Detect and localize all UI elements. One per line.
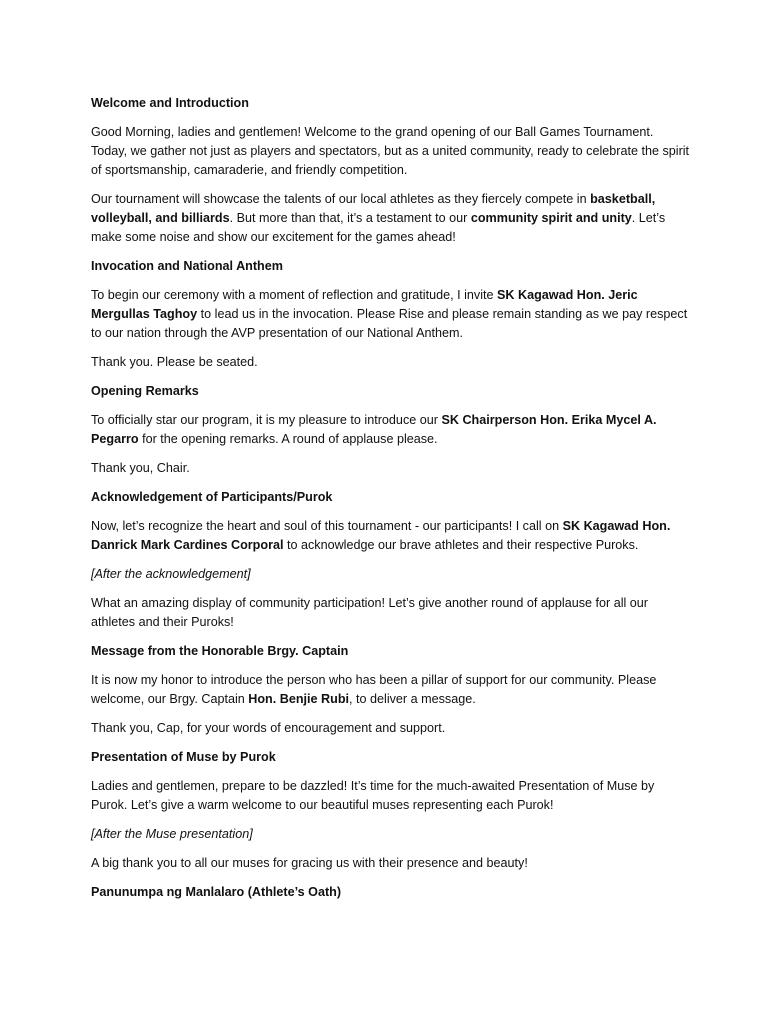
text-run: Good Morning, ladies and gentlemen! Welcome to the grand opening of our Ball Games Tournament. Today, we gather not just as players and spectators, but as a united community, ready to celebrate the spirit of sportsmanship, camaraderie, and friendly competition. (91, 125, 690, 177)
stage-direction (91, 565, 691, 584)
text-run: Thank you, Chair. (91, 461, 190, 475)
bold-text: basketball, volleyball, and billiards (91, 192, 656, 225)
text-run: A big thank you to all our muses for gracing us with their presence and beauty! (91, 856, 528, 870)
text-run: . Let’s make some noise and show our excitement for the games ahead! (91, 211, 666, 244)
section-heading: Presentation of Muse by Purok (91, 750, 276, 764)
text-run: Thank you, Cap, for your words of encouragement and support. (91, 721, 446, 735)
paragraph (91, 286, 691, 343)
paragraph (91, 719, 691, 738)
text-run: Ladies and gentlemen, prepare to be dazzled! It’s time for the much-awaited Presentation of Muse by Purok. Let’s give a warm welcome to our beautiful muses representing each Purok! (91, 779, 655, 812)
document-page (91, 94, 691, 912)
section-heading: Invocation and National Anthem (91, 259, 283, 273)
text-run: for the opening remarks. A round of applause please. (138, 432, 438, 446)
section-heading: Welcome and Introduction (91, 96, 249, 110)
section-heading: Message from the Honorable Brgy. Captain (91, 644, 349, 658)
paragraph (91, 594, 691, 632)
text-run: to acknowledge our brave athletes and their respective Puroks. (283, 538, 639, 552)
paragraph (91, 190, 691, 247)
text-run: to lead us in the invocation. Please Rise and please remain standing as we pay respect to our nation through the AVP presentation of our National Anthem. (91, 307, 688, 340)
text-run: Our tournament will showcase the talents of our local athletes as they fiercely compete in (91, 192, 591, 206)
bold-text: community spirit and unity (470, 211, 632, 225)
paragraph (91, 671, 691, 709)
paragraph (91, 123, 691, 180)
bold-text: Hon. Benjie Rubi (248, 692, 350, 706)
text-run: It is now my honor to introduce the person who has been a pillar of support for our community. Please welcome, our Brgy. Captain (91, 673, 657, 706)
paragraph (91, 459, 691, 478)
bold-text: SK Kagawad Hon. Danrick Mark Cardines Corporal (91, 519, 671, 552)
section-heading: Opening Remarks (91, 384, 199, 398)
section-heading: Acknowledgement of Participants/Purok (91, 490, 333, 504)
section-heading: Panunumpa ng Manlalaro (Athlete’s Oath) (91, 885, 342, 899)
bold-text: SK Kagawad Hon. Jeric Mergullas Taghoy (91, 288, 638, 321)
stage-direction (91, 825, 691, 844)
text-run: Thank you. Please be seated. (91, 355, 258, 369)
text-run: [After the acknowledgement] (91, 567, 251, 581)
text-run: [After the Muse presentation] (91, 827, 253, 841)
text-run: What an amazing display of community participation! Let’s give another round of applause for all our athletes and their Puroks! (91, 596, 649, 629)
paragraph (91, 854, 691, 873)
bold-text: SK Chairperson Hon. Erika Mycel A. Pegarro (91, 413, 657, 446)
paragraph (91, 517, 691, 555)
paragraph (91, 353, 691, 372)
text-run: To officially star our program, it is my pleasure to introduce our (91, 413, 442, 427)
text-run: . But more than that, it’s a testament to our (229, 211, 471, 225)
text-run: To begin our ceremony with a moment of reflection and gratitude, I invite (91, 288, 498, 302)
text-run: , to deliver a message. (349, 692, 476, 706)
text-run: Now, let’s recognize the heart and soul of this tournament - our participants! I call on (91, 519, 563, 533)
paragraph (91, 411, 691, 449)
paragraph (91, 777, 691, 815)
